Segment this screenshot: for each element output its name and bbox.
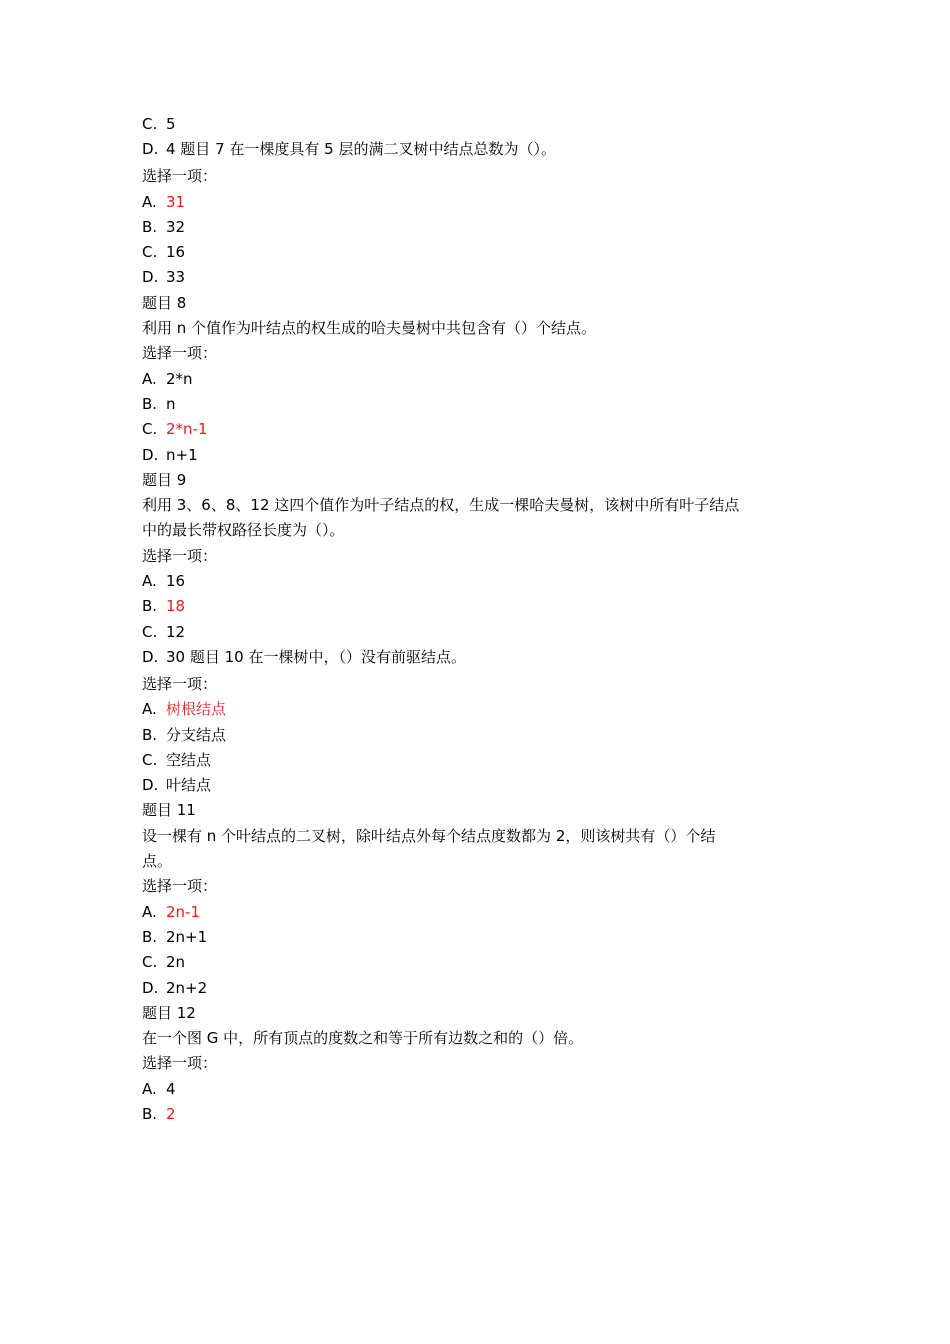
option-text: 2n+2 <box>166 978 208 997</box>
answer-option <box>142 367 822 392</box>
option-letter: D. <box>142 776 159 795</box>
text-line: 设一棵有 n 个叶结点的二叉树，除叶结点外每个结点度数都为 2，则该树共有（）个结 <box>142 826 716 845</box>
text-line: 题目 9 <box>142 470 187 489</box>
option-text: 16 <box>166 243 186 262</box>
option-letter: C. <box>142 953 158 972</box>
answer-option <box>142 697 822 722</box>
text-line: 题目 8 <box>142 293 187 312</box>
answer-option <box>142 900 822 925</box>
option-text: 叶结点 <box>166 776 212 795</box>
option-text-correct: 18 <box>166 597 186 616</box>
answer-option <box>142 976 822 1001</box>
answer-option <box>142 950 822 975</box>
option-letter: B. <box>142 725 158 744</box>
answer-option <box>142 925 822 950</box>
text-line: 点。 <box>142 852 173 871</box>
option-letter: C. <box>142 750 158 769</box>
answer-option <box>142 620 822 645</box>
text-line: 题目 11 <box>142 801 196 820</box>
option-text-correct: 2 <box>166 1104 176 1123</box>
option-text: 32 <box>166 217 186 236</box>
option-text: 空结点 <box>166 750 212 769</box>
option-text-correct: 树根结点 <box>166 700 227 719</box>
text-line: 选择一项： <box>142 546 218 565</box>
option-text: n <box>166 394 176 413</box>
text-line: 利用 n 个值作为叶结点的权生成的哈夫曼树中共包含有（）个结点。 <box>142 319 597 338</box>
option-letter: D. <box>142 140 159 159</box>
option-text: 4 题目 7 在一棵度具有 5 层的满二叉树中结点总数为（）。 <box>166 140 556 159</box>
option-letter: B. <box>142 217 158 236</box>
option-letter: C. <box>142 420 158 439</box>
option-letter: B. <box>142 927 158 946</box>
document-page <box>142 112 822 1127</box>
answer-option <box>142 240 822 265</box>
answer-option <box>142 748 822 773</box>
answer-option <box>142 265 822 290</box>
option-letter: D. <box>142 978 159 997</box>
text-line: 选择一项： <box>142 1054 218 1073</box>
option-letter: A. <box>142 1079 157 1098</box>
option-letter: A. <box>142 700 157 719</box>
option-letter: A. <box>142 369 157 388</box>
text-line: 题目 12 <box>142 1003 196 1022</box>
option-letter: A. <box>142 572 157 591</box>
answer-option <box>142 773 822 798</box>
text-line: 在一个图 G 中，所有顶点的度数之和等于所有边数之和的（）倍。 <box>142 1029 584 1048</box>
option-text: 分支结点 <box>166 725 227 744</box>
option-text: 30 题目 10 在一棵树中，（）没有前驱结点。 <box>166 647 466 666</box>
option-letter: B. <box>142 597 158 616</box>
text-line: 利用 3、6、8、12 这四个值作为叶子结点的权，生成一棵哈夫曼树，该树中所有叶子结点 <box>142 496 740 515</box>
answer-option <box>142 645 822 672</box>
answer-option <box>142 443 822 468</box>
option-letter: B. <box>142 1104 158 1123</box>
option-letter: C. <box>142 243 158 262</box>
answer-option <box>142 1077 822 1102</box>
option-letter: D. <box>142 647 159 666</box>
option-text: n+1 <box>166 445 198 464</box>
option-text: 16 <box>166 572 186 591</box>
answer-option <box>142 137 822 164</box>
option-text: 5 <box>166 115 176 133</box>
answer-option <box>142 190 822 215</box>
option-letter: A. <box>142 902 157 921</box>
answer-option <box>142 1102 822 1127</box>
answer-option <box>142 723 822 748</box>
text-line: 中的最长带权路径长度为（）。 <box>142 521 345 540</box>
option-text-correct: 2*n-1 <box>166 420 208 439</box>
answer-option <box>142 569 822 594</box>
text-line: 选择一项： <box>142 674 218 693</box>
answer-option <box>142 417 822 442</box>
option-text: 33 <box>166 268 186 287</box>
answer-option <box>142 215 822 240</box>
option-text-correct: 31 <box>166 192 186 211</box>
option-text: 12 <box>166 622 186 641</box>
option-letter: D. <box>142 445 159 464</box>
option-letter: B. <box>142 394 158 413</box>
text-line: 选择一项： <box>142 167 218 186</box>
option-letter: C. <box>142 115 158 133</box>
text-line: 选择一项： <box>142 877 218 896</box>
option-text-correct: 2n-1 <box>166 902 201 921</box>
option-letter: D. <box>142 268 159 287</box>
text-line: 选择一项： <box>142 344 218 363</box>
option-text: 2n <box>166 953 186 972</box>
answer-option <box>142 112 822 137</box>
answer-option <box>142 594 822 619</box>
option-letter: C. <box>142 622 158 641</box>
answer-option <box>142 392 822 417</box>
option-text: 4 <box>166 1079 176 1098</box>
option-text: 2n+1 <box>166 927 208 946</box>
option-text: 2*n <box>166 369 193 388</box>
option-letter: A. <box>142 192 157 211</box>
